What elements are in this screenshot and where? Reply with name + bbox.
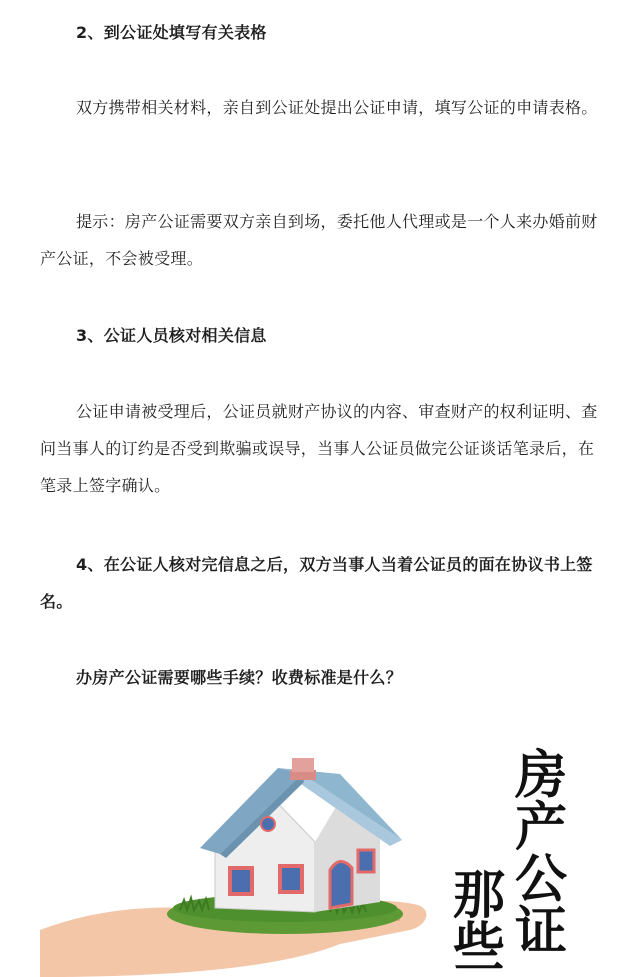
section-2-body: 双方携带相关材料，亲自到公证处提出公证申请，填写公证的申请表格。 — [76, 98, 598, 117]
article-illustration — [40, 730, 606, 977]
section-4-heading: 4、在公证人核对完信息之后，双方当事人当着公证员的面在协议书上签名。 — [40, 555, 593, 611]
illustration-title-column-2: 那些 — [453, 866, 506, 977]
section-3-body: 公证申请被受理后，公证员就财产协议的内容、审查财产的权利证明、查问当事人的订约是否受到欺骗或误导，当事人公证员做完公证谈话笔录后，在笔录上签字确认。 — [40, 402, 598, 495]
tip-paragraph: 提示：房产公证需要双方亲自到场，委托他人代理或是一个人来办婚前财产公证，不会被受理。 — [40, 212, 598, 268]
illustration-title-column-1: 房产公证 — [515, 746, 568, 962]
section-2-heading: 2、到公证处填写有关表格 — [76, 23, 267, 42]
question-heading: 办房产公证需要哪些手续？收费标准是什么？ — [76, 668, 403, 687]
section-3-heading: 3、公证人员核对相关信息 — [76, 326, 267, 345]
